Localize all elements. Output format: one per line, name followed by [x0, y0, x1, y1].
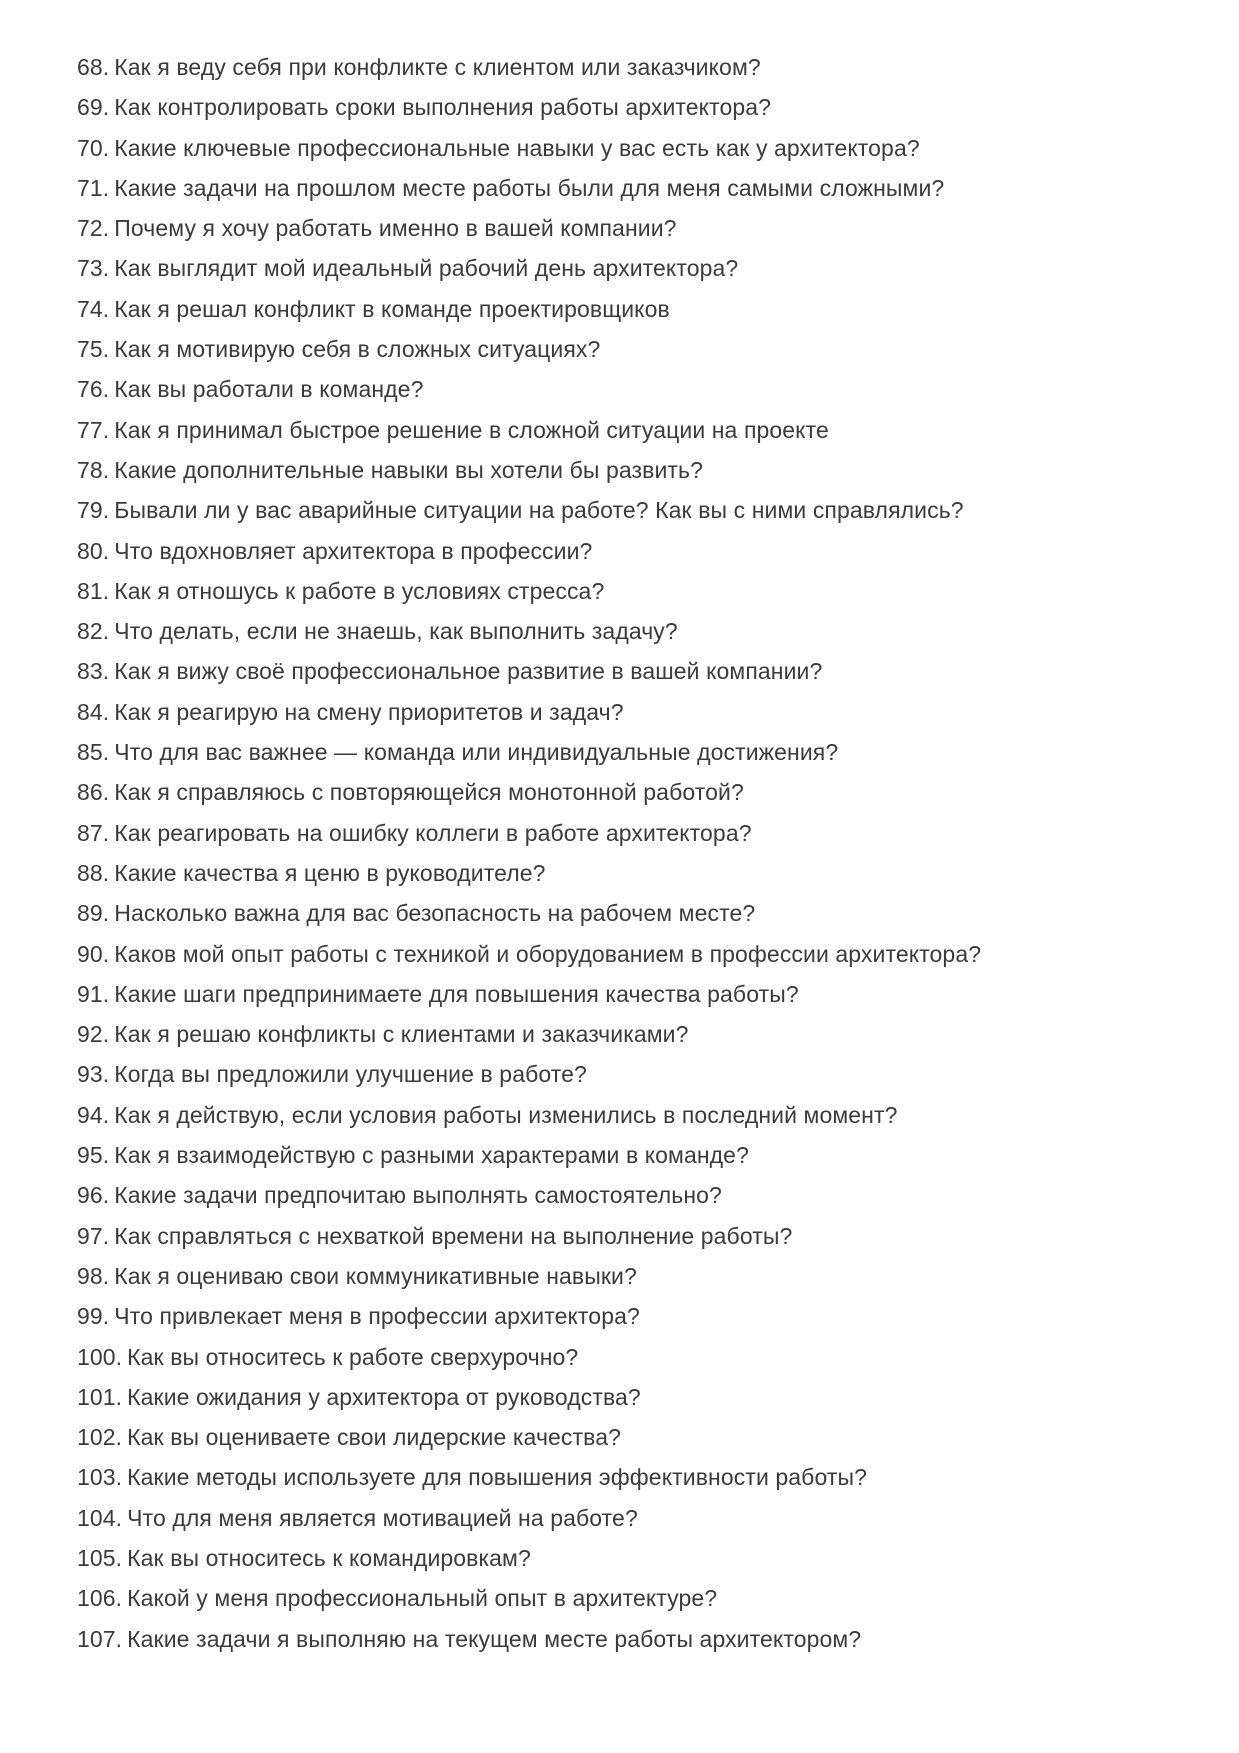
question-text: Какой у меня профессиональный опыт в архитектуре? [127, 1585, 718, 1612]
question-item [77, 1538, 1209, 1578]
question-item [77, 732, 1209, 772]
question-text: Как выглядит мой идеальный рабочий день архитектора? [114, 255, 739, 282]
question-item [77, 1054, 1209, 1094]
question-text: Как я принимал быстрое решение в сложной ситуации на проекте [114, 416, 829, 443]
question-text: Насколько важна для вас безопасность на рабочем месте? [114, 900, 756, 927]
question-number: 71. [77, 174, 110, 201]
question-number: 92. [77, 1021, 110, 1048]
question-text: Какие методы используете для повышения эффективности работы? [127, 1464, 867, 1491]
question-item [77, 1216, 1209, 1256]
question-number: 103. [77, 1464, 123, 1491]
question-number: 69. [77, 94, 110, 121]
question-text: Как я реагирую на смену приоритетов и задач? [114, 698, 624, 725]
question-item [77, 1619, 1209, 1659]
question-item [77, 289, 1209, 329]
question-number: 95. [77, 1142, 110, 1169]
question-text: Бывали ли у вас аварийные ситуации на работе? Как вы с ними справлялись? [114, 497, 964, 524]
question-item [77, 934, 1209, 974]
question-text: Какие задачи предпочитаю выполнять самостоятельно? [114, 1182, 722, 1209]
question-number: 90. [77, 940, 110, 967]
question-number: 80. [77, 537, 110, 564]
question-number: 81. [77, 577, 110, 604]
question-item [77, 87, 1209, 127]
question-number: 102. [77, 1424, 123, 1451]
question-text: Что для меня является мотивацией на работе? [127, 1504, 638, 1531]
question-number: 93. [77, 1061, 110, 1088]
question-text: Как вы относитесь к работе сверхурочно? [127, 1343, 579, 1370]
question-number: 99. [77, 1303, 110, 1330]
question-number: 105. [77, 1544, 123, 1571]
question-text: Какие задачи я выполняю на текущем месте работы архитектором? [127, 1625, 862, 1652]
question-number: 87. [77, 819, 110, 846]
question-text: Как я решал конфликт в команде проектировщиков [114, 295, 670, 322]
question-number: 84. [77, 698, 110, 725]
question-text: Как вы относитесь к командировкам? [127, 1544, 531, 1571]
question-number: 85. [77, 739, 110, 766]
question-number: 97. [77, 1222, 110, 1249]
question-item [77, 168, 1209, 208]
question-text: Какие шаги предпринимаете для повышения качества работы? [114, 980, 799, 1007]
question-text: Как я решаю конфликты с клиентами и заказчиками? [114, 1021, 689, 1048]
question-text: Что привлекает меня в профессии архитектора? [114, 1303, 640, 1330]
question-item [77, 1256, 1209, 1296]
question-text: Каков мой опыт работы с техникой и оборудованием в профессии архитектора? [114, 940, 982, 967]
question-item [77, 369, 1209, 409]
question-text: Какие качества я ценю в руководителе? [114, 859, 546, 886]
question-item [77, 47, 1209, 87]
question-number: 96. [77, 1182, 110, 1209]
question-text: Как я действую, если условия работы изменились в последний момент? [114, 1101, 898, 1128]
question-text: Какие ключевые профессиональные навыки у вас есть как у архитектора? [114, 134, 920, 161]
question-text: Как вы оцениваете свои лидерские качества? [127, 1424, 621, 1451]
question-number: 106. [77, 1585, 123, 1612]
question-item [77, 692, 1209, 732]
question-number: 76. [77, 376, 110, 403]
question-item [77, 772, 1209, 812]
question-item [77, 531, 1209, 571]
question-number: 101. [77, 1383, 123, 1410]
question-number: 91. [77, 980, 110, 1007]
question-item [77, 1457, 1209, 1497]
question-item [77, 1135, 1209, 1175]
question-item [77, 893, 1209, 933]
question-item [77, 490, 1209, 530]
question-number: 72. [77, 215, 110, 242]
question-number: 78. [77, 456, 110, 483]
question-number: 68. [77, 54, 110, 80]
question-text: Что для вас важнее — команда или индивидуальные достижения? [114, 739, 839, 766]
question-number: 94. [77, 1101, 110, 1128]
question-number: 74. [77, 295, 110, 322]
question-number: 79. [77, 497, 110, 524]
question-item [77, 853, 1209, 893]
question-number: 104. [77, 1504, 123, 1531]
question-item [77, 1175, 1209, 1215]
question-item [77, 651, 1209, 691]
question-item [77, 329, 1209, 369]
question-item [77, 813, 1209, 853]
question-item [77, 1095, 1209, 1135]
question-item [77, 450, 1209, 490]
question-text: Какие дополнительные навыки вы хотели бы развить? [114, 456, 704, 483]
question-item [77, 1417, 1209, 1457]
question-text: Какие ожидания у архитектора от руководства? [127, 1383, 641, 1410]
question-text: Как контролировать сроки выполнения работы архитектора? [114, 94, 772, 121]
question-item [77, 1498, 1209, 1538]
question-text: Какие задачи на прошлом месте работы были для меня самыми сложными? [114, 174, 945, 201]
question-number: 82. [77, 618, 110, 645]
question-item [77, 611, 1209, 651]
question-item [77, 571, 1209, 611]
question-item [77, 1014, 1209, 1054]
question-number: 75. [77, 336, 110, 363]
question-number: 98. [77, 1262, 110, 1289]
question-number: 70. [77, 134, 110, 161]
question-item [77, 974, 1209, 1014]
question-text: Как справляться с нехваткой времени на выполнение работы? [114, 1222, 793, 1249]
question-text: Почему я хочу работать именно в вашей компании? [114, 215, 677, 242]
question-text: Как реагировать на ошибку коллеги в работе архитектора? [114, 819, 752, 846]
question-text: Как я отношусь к работе в условиях стресса? [114, 577, 605, 604]
question-number: 88. [77, 859, 110, 886]
question-number: 100. [77, 1343, 123, 1370]
question-number: 77. [77, 416, 110, 443]
question-item [77, 208, 1209, 248]
question-text: Когда вы предложили улучшение в работе? [114, 1061, 587, 1088]
question-number: 89. [77, 900, 110, 927]
question-text: Как я мотивирую себя в сложных ситуациях? [114, 336, 601, 363]
question-item [77, 1296, 1209, 1336]
question-text: Как вы работали в команде? [114, 376, 424, 403]
question-item [77, 128, 1209, 168]
question-item [77, 410, 1209, 450]
question-text: Что вдохновляет архитектора в профессии? [114, 537, 593, 564]
question-item [77, 1578, 1209, 1618]
question-text: Как я веду себя при конфликте с клиентом или заказчиком? [114, 54, 761, 80]
question-number: 73. [77, 255, 110, 282]
question-text: Что делать, если не знаешь, как выполнить задачу? [114, 618, 678, 645]
question-item [77, 1377, 1209, 1417]
question-text: Как я вижу своё профессиональное развитие в вашей компании? [114, 658, 823, 685]
question-number: 83. [77, 658, 110, 685]
question-number: 86. [77, 779, 110, 806]
question-number: 107. [77, 1625, 123, 1652]
question-item [77, 248, 1209, 288]
question-list [77, 47, 1209, 1659]
question-item [77, 1337, 1209, 1377]
question-text: Как я взаимодействую с разными характерами в команде? [114, 1142, 749, 1169]
question-text: Как я справляюсь с повторяющейся монотонной работой? [114, 779, 744, 806]
question-text: Как я оцениваю свои коммуникативные навыки? [114, 1262, 637, 1289]
